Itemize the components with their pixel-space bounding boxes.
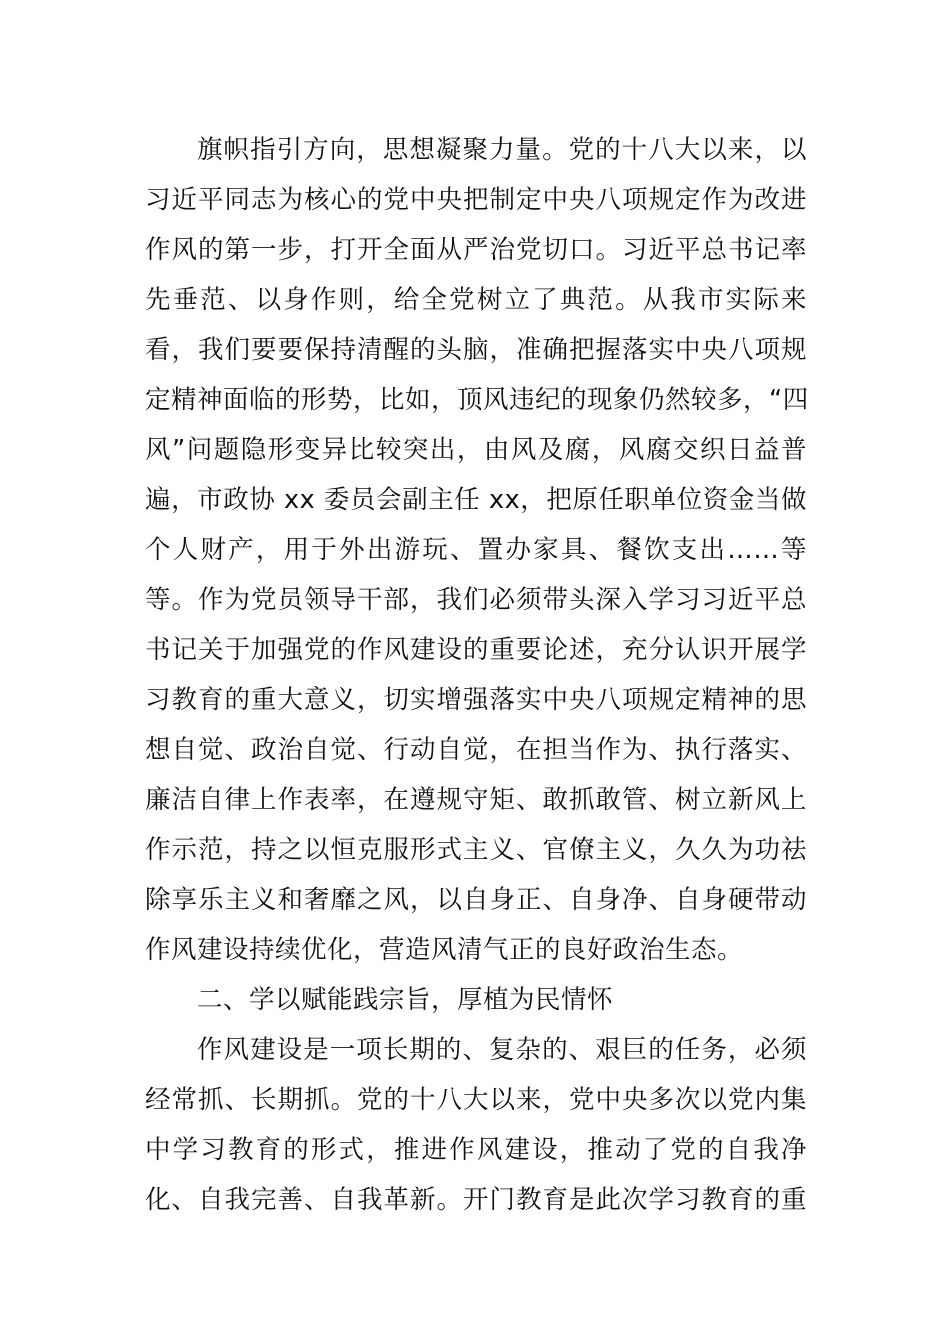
paragraph-line: 书记关于加强党的作风建设的重要论述，充分认识开展学 [145, 635, 807, 665]
paragraph-line: 看，我们要要保持清醒的头脑，准确把握落实中央八项规 [145, 335, 807, 365]
paragraph-line: 风”问题隐形变异比较突出，由风及腐，风腐交织日益普 [145, 435, 807, 465]
paragraph-line: 个人财产，用于外出游玩、置办家具、餐饮支出……等 [145, 535, 807, 565]
paragraph-line: 化、自我完善、自我革新。开门教育是此次学习教育的重 [145, 1185, 807, 1215]
paragraph-line: 作风的第一步，打开全面从严治党切口。习近平总书记率 [145, 235, 807, 265]
section-heading: 二、学以赋能践宗旨，厚植为民情怀 [197, 985, 614, 1015]
paragraph-line: 定精神面临的形势，比如，顶风违纪的现象仍然较多，“四 [145, 385, 809, 415]
paragraph-line: 习近平同志为核心的党中央把制定中央八项规定作为改进 [145, 185, 807, 215]
paragraph-line: 习教育的重大意义，切实增强落实中央八项规定精神的思 [145, 685, 807, 715]
paragraph-line: 旗帜指引方向，思想凝聚力量。党的十八大以来，以 [197, 135, 807, 165]
paragraph-line: 先垂范、以身作则，给全党树立了典范。从我市实际来 [145, 285, 807, 315]
paragraph-line: 除享乐主义和奢靡之风，以自身正、自身净、自身硬带动 [145, 885, 807, 915]
paragraph-line: 想自觉、政治自觉、行动自觉，在担当作为、执行落实、 [145, 735, 807, 765]
paragraph-line: 中学习教育的形式，推进作风建设，推动了党的自我净 [145, 1135, 807, 1165]
paragraph-line: 作风建设持续优化，营造风清气正的良好政治生态。 [145, 935, 744, 965]
paragraph-line: 作示范，持之以恒克服形式主义、官僚主义，久久为功祛 [145, 835, 807, 865]
paragraph-line: 经常抓、长期抓。党的十八大以来，党中央多次以党内集 [145, 1085, 807, 1115]
paragraph-line: 廉洁自律上作表率，在遵规守矩、敢抓敢管、树立新风上 [145, 785, 807, 815]
paragraph-line: 遍，市政协 xx 委员会副主任 xx，把原任职单位资金当做 [145, 485, 807, 515]
paragraph-line: 作风建设是一项长期的、复杂的、艰巨的任务，必须 [197, 1035, 807, 1065]
paragraph-line: 等。作为党员领导干部，我们必须带头深入学习习近平总 [145, 585, 807, 615]
